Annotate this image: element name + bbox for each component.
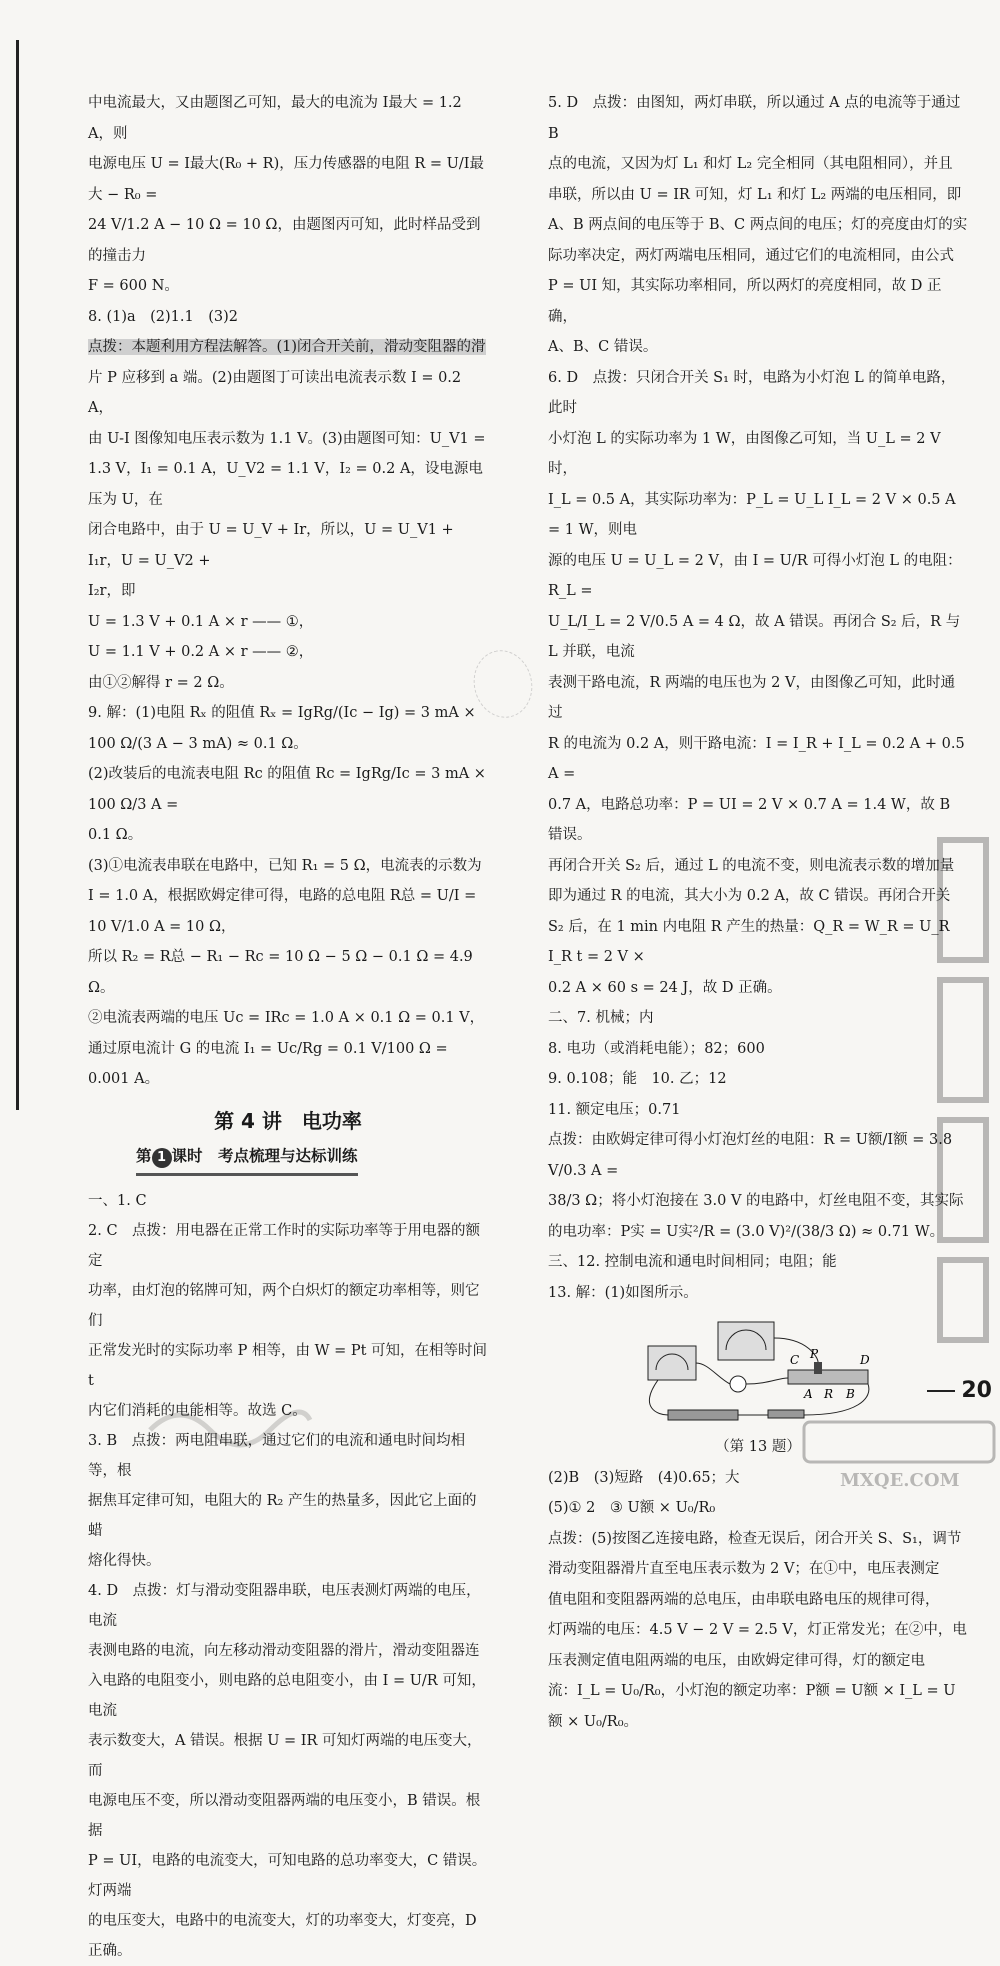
text-line: 点拨：由欧姆定律可得小灯泡灯丝的电阻：R = U额/I额 = 3.8 V/0.3 A = [548, 1132, 953, 1179]
answer-8-right: 8. 电功（或消耗电能）；82；600 [548, 1040, 765, 1057]
text-line: ②电流表两端的电压 Uc = IRc = 1.0 A × 0.1 Ω = 0.1 V， [88, 1010, 485, 1026]
text-line: 压表测定值电阻两端的电压，由欧姆定律可得，灯的额定电 [548, 1652, 925, 1669]
text-line: 即为通过 R 的电流，其大小为 0.2 A，故 C 错误。再闭合开关 [548, 888, 951, 904]
text-line: 表测干路电流，R 两端的电压也为 2 V，由图像乙可知，此时通过 [548, 674, 955, 721]
circuit-figure [638, 1318, 878, 1428]
text-line: 电源电压 U = I最大(R₀ + R)，压力传感器的电阻 R = U/I最大 − R₀ = [88, 156, 484, 203]
ammeter-icon [648, 1346, 696, 1380]
text-line: 际功率决定，两灯两端电压相同，通过它们的电流相同，由公式 [548, 247, 954, 264]
rheostat-icon [788, 1370, 868, 1384]
text-line: 流：I_L = U₀/R₀，小灯泡的额定功率：P额 = U额 × I_L = U额 × U₀/R₀。 [548, 1683, 956, 1730]
voltmeter-icon [718, 1322, 774, 1360]
answer-section-2: 二、7. 机械；内 [548, 1010, 654, 1026]
text-line: I = 1.0 A，根据欧姆定律可得，电路的总电阻 R总 = U/I = [88, 888, 477, 904]
text-line [88, 332, 488, 363]
answer-3: 3. B 点拨：两电阻串联，通过它们的电流和通电时间均相等，根 [88, 1432, 466, 1479]
text-line: 据焦耳定律可知，电阻大的 R₂ 产生的热量多，因此它上面的蜡 [88, 1492, 477, 1539]
text-line: (5)① 2 ③ U额 × U₀/R₀ [548, 1500, 716, 1516]
text-line: R 的电流为 0.2 A，则干路电流：I = I_R + I_L = 0.2 A + 0.5 A = [548, 735, 965, 782]
text-line: 中电流最大，又由题图乙可知，最大的电流为 I最大 = 1.2 A，则 [88, 95, 462, 142]
label-c: C [790, 1353, 800, 1367]
battery-icon [668, 1410, 738, 1420]
watermark-handwriting-icon [140, 1390, 320, 1450]
text-line: U_L/I_L = 2 V/0.5 A = 4 Ω，故 A 错误。再闭合 S₂ 后，R 与 L 并联，电流 [548, 613, 961, 660]
answer-5: 5. D 点拨：由图知，两灯串联，所以通过 A 点的电流等于通过 B [548, 95, 961, 142]
text-line: 点拨：(5)按图乙连接电路，检查无误后，闭合开关 S、S₁，调节 [548, 1530, 962, 1547]
watermark-text: MXQE.COM [840, 1470, 960, 1491]
text-line: 串联，所以由 U = IR 可知，灯 L₁ 和灯 L₂ 两端的电压相同，即 [548, 186, 962, 203]
text-line: 的电压变大，电路中的电流变大，灯的功率变大，灯变亮，D 正确。 [88, 1912, 477, 1959]
answer-8: 8. (1)a (2)1.1 (3)2 [88, 308, 238, 325]
text-line: 电源电压不变，所以滑动变阻器两端的电压变小，B 错误。根据 [88, 1792, 481, 1839]
lesson-suffix: 课时 考点梳理与达标训练 [171, 1146, 358, 1165]
figure-caption: （第 13 题） [715, 1439, 801, 1455]
label-r: R [824, 1387, 834, 1401]
answer-2: 2. C 点拨：用电器在正常工作时的实际功率等于用电器的额定 [88, 1222, 481, 1269]
label-b: B [846, 1387, 855, 1401]
text-line: 由 U-I 图像知电压表示数为 1.1 V。(3)由题图可知：U_V1 = [88, 430, 486, 447]
watermark-vertical-icon [934, 830, 994, 1350]
text-line: I₂r，即 [88, 583, 136, 599]
equation-2: U = 1.1 V + 0.2 A × r —— ②， [88, 644, 314, 660]
text-line: 小灯泡 L 的实际功率为 1 W，由图像乙可知，当 U_L = 2 V 时， [548, 430, 941, 477]
text-line: 点的电流，又因为灯 L₁ 和灯 L₂ 完全相同（其电阻相同），并且 [548, 156, 953, 172]
label-p: P [810, 1347, 819, 1361]
text-line: 10 V/1.0 A = 10 Ω， [88, 918, 236, 935]
text-line: 38/3 Ω；将小灯泡接在 3.0 V 的电路中，灯丝电阻不变，其实际 [548, 1193, 964, 1209]
text-line: 闭合电路中，由于 U = U_V + Ir，所以，U = U_V1 + I₁r，U = U_V2 + [88, 522, 454, 569]
switch-icon [768, 1410, 804, 1418]
left-column [88, 88, 488, 1966]
text-line: P = UI，电路的电流变大，可知电路的总功率变大，C 错误。灯两端 [88, 1852, 487, 1899]
text-line: I_L = 0.5 A，其实际功率为：P_L = U_L I_L = 2 V × 0.5 A = 1 W，则电 [548, 491, 956, 538]
page-binding-edge [16, 40, 19, 1110]
text-line: P = UI 知，其实际功率相同，所以两灯的亮度相同，故 D 正确， [548, 278, 942, 325]
text-line: 0.2 A × 60 s = 24 J，故 D 正确。 [548, 979, 782, 996]
answer-11: 11. 额定电压；0.71 [548, 1101, 681, 1118]
text-line: 片 P 应移到 a 端。(2)由题图丁可读出电流表示数 I = 0.2 A， [88, 369, 462, 416]
text-line: A、B、C 错误。 [548, 339, 658, 355]
text-line: (2)B (3)短路 (4)0.65；大 [548, 1469, 740, 1486]
highlighted-text: 点拨：本题利用方程法解答。(1)闭合开关前，滑动变阻器的滑 [88, 339, 486, 355]
text-line: 功率，由灯泡的铭牌可知，两个白炽灯的额定功率相等，则它们 [88, 1282, 480, 1329]
text-line: 内它们消耗的电能相等。故选 C。 [88, 1402, 307, 1419]
answer-13: 13. 解：(1)如图所示。 [548, 1284, 698, 1301]
label-a: A [804, 1387, 813, 1401]
text-line: 0.1 Ω。 [88, 827, 143, 843]
text-line: 滑动变阻器滑片直至电压表示数为 2 V；在①中，电压表测定 [548, 1561, 940, 1577]
answer-1: 一、1. C [88, 1192, 147, 1209]
answer-6: 6. D 点拨：只闭合开关 S₁ 时，电路为小灯泡 L 的简单电路，此时 [548, 369, 956, 416]
page-number [927, 1378, 992, 1403]
bulb-icon [730, 1376, 746, 1392]
watermark-logo-icon [800, 1418, 1000, 1491]
text-line: 通过原电流计 G 的电流 I₁ = Uc/Rg = 0.1 V/100 Ω = 0.001 A。 [88, 1040, 448, 1087]
answer-9: 9. 解：(1)电阻 Rₓ 的阻值 Rₓ = IgRg/(Ic − Ig) = 3 mA × 100 Ω/(3 A − 3 mA) ≈ 0.1 Ω。 [88, 705, 476, 752]
text-line: 值电阻和变阻器两端的总电压，由串联电路电压的规律可得， [548, 1591, 940, 1608]
text-line: 入电路的电阻变小，则电路的总电阻变小，由 I = U/R 可知，电流 [88, 1672, 486, 1719]
answer-9-10: 9. 0.108；能 10. 乙；12 [548, 1071, 727, 1087]
lesson-number-badge: 1 [152, 1148, 172, 1168]
text-line: 由①②解得 r = 2 Ω。 [88, 674, 234, 691]
text-line: A、B 两点间的电压等于 B、C 两点间的电压；灯的亮度由灯的实 [548, 217, 968, 233]
text-line: 1.3 V，I₁ = 0.1 A，U_V2 = 1.1 V，I₂ = 0.2 A，设电源电压为 U，在 [88, 461, 483, 508]
text-line: 24 V/1.2 A − 10 Ω = 10 Ω，由题图丙可知，此时样品受到的撞击力 [88, 217, 481, 264]
label-d: D [860, 1353, 870, 1367]
text-line: 再闭合开关 S₂ 后，通过 L 的电流不变，则电流表示数的增加量 [548, 857, 955, 874]
lesson-title [136, 1141, 358, 1176]
text-line: 表示数变大，A 错误。根据 U = IR 可知灯两端的电压变大，而 [88, 1732, 482, 1779]
text-line: 熔化得快。 [88, 1552, 161, 1569]
text-line: 表测电路的电流，向左移动滑动变阻器的滑片，滑动变阻器连 [88, 1642, 480, 1659]
lesson-prefix: 第 [136, 1146, 152, 1165]
text-line: S₂ 后，在 1 min 内电阻 R 产生的热量：Q_R = W_R = U_R I_R t = 2 V × [548, 918, 950, 965]
text-line: F = 600 N。 [88, 278, 179, 294]
text-line: 正常发光时的实际功率 P 相等，由 W = Pt 可知，在相等时间 t [88, 1342, 488, 1389]
text-line: (2)改装后的电流表电阻 Rc 的阻值 Rc = IgRg/Ic = 3 mA × 100 Ω/3 A = [88, 766, 486, 813]
text-line: 的电功率：P实 = U实²/R = (3.0 V)²/(38/3 Ω) ≈ 0.71 W。 [548, 1223, 945, 1240]
text-line: 0.7 A，电路总功率：P = UI = 2 V × 0.7 A = 1.4 W，故 B 错误。 [548, 796, 951, 843]
page-number-rule [927, 1390, 955, 1392]
text-line: 灯两端的电压：4.5 V − 2 V = 2.5 V，灯正常发光；在②中，电 [548, 1622, 967, 1638]
text-line: 所以 R₂ = R总 − R₁ − Rc = 10 Ω − 5 Ω − 0.1 Ω = 4.9 Ω。 [88, 949, 473, 996]
section-title: 第 4 讲 电功率 [214, 1108, 362, 1133]
answer-section-3: 三、12. 控制电流和通电时间相同；电阻；能 [548, 1254, 837, 1270]
text-line: (3)①电流表串联在电路中，已知 R₁ = 5 Ω，电流表的示数为 [88, 857, 482, 874]
page-number-value: 20 [961, 1378, 992, 1403]
answer-4: 4. D 点拨：灯与滑动变阻器串联，电压表测灯两端的电压，电流 [88, 1582, 481, 1629]
equation-1: U = 1.3 V + 0.1 A × r —— ①， [88, 613, 314, 630]
text-line: 源的电压 U = U_L = 2 V，由 I = U/R 可得小灯泡 L 的电阻：R_L = [548, 552, 962, 599]
